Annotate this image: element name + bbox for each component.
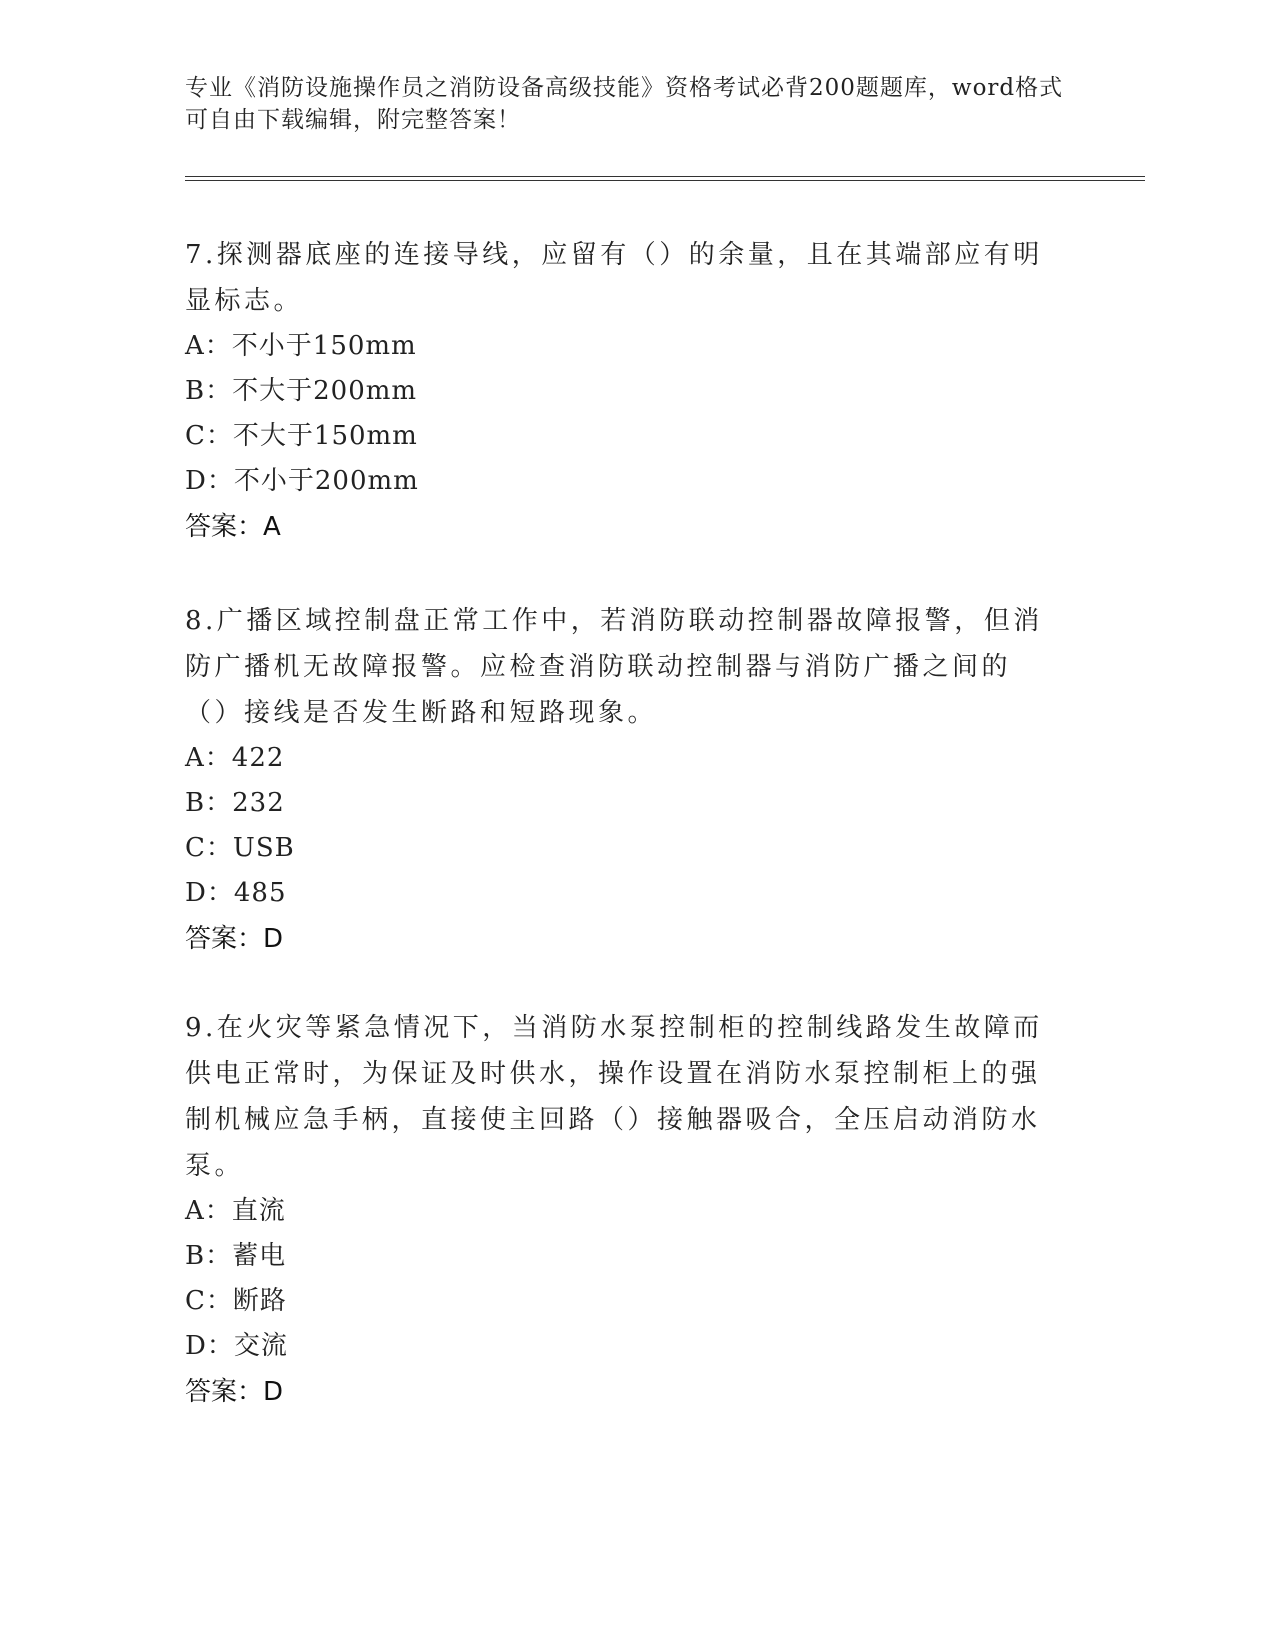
- question-stem: 7.探测器底座的连接导线，应留有（）的余量，且在其端部应有明显标志。: [185, 240, 1043, 316]
- option-key: B：: [185, 788, 233, 818]
- option-text: USB: [232, 833, 295, 863]
- option-text: 不小于200mm: [233, 466, 419, 496]
- answer-line: 答案：D: [185, 924, 284, 954]
- option-key: A：: [185, 743, 232, 773]
- option-text: 不小于150mm: [231, 331, 417, 361]
- option-a: [185, 736, 1055, 781]
- header-divider-top: [185, 176, 1145, 177]
- header-divider-bottom: [185, 180, 1145, 181]
- option-b: [185, 1234, 1055, 1279]
- option-text: 蓄电: [232, 1241, 287, 1271]
- document-header: 专业《消防设施操作员之消防设备高级技能》资格考试必背200题题库，word格式可自由下载编辑，附完整答案！: [185, 75, 1064, 133]
- option-b: [185, 781, 1055, 826]
- option-d: [185, 871, 1055, 916]
- option-key: B：: [185, 1241, 233, 1271]
- option-key: C：: [185, 1286, 233, 1316]
- option-key: B：: [185, 376, 233, 406]
- option-text: 不大于200mm: [232, 376, 418, 406]
- option-text: 485: [233, 878, 287, 908]
- option-key: C：: [185, 833, 233, 863]
- option-text: 232: [232, 788, 285, 818]
- option-c: [185, 1279, 1055, 1324]
- answer-line: 答案：D: [185, 1377, 284, 1407]
- option-key: C：: [185, 421, 233, 451]
- option-text: 422: [231, 743, 285, 773]
- option-key: D：: [185, 466, 234, 496]
- option-key: A：: [185, 331, 232, 361]
- answer-line: 答案：A: [185, 512, 281, 542]
- question-stem: 9.在火灾等紧急情况下，当消防水泵控制柜的控制线路发生故障而供电正常时，为保证及时供水，操作设置在消防水泵控制柜上的强制机械应急手柄，直接使主回路（）接触器吸合，全压启动消防水泵。: [185, 1013, 1043, 1181]
- option-d: [185, 1324, 1055, 1369]
- question-stem: 8.广播区域控制盘正常工作中，若消防联动控制器故障报警，但消防广播机无故障报警。应检查消防联动控制器与消防广播之间的（）接线是否发生断路和短路现象。: [185, 606, 1043, 728]
- question-7: [185, 232, 1055, 550]
- option-key: D：: [185, 1331, 234, 1361]
- option-key: A：: [185, 1196, 232, 1226]
- option-b: [185, 369, 1055, 414]
- option-text: 直流: [231, 1196, 286, 1226]
- option-c: [185, 826, 1055, 871]
- question-8: [185, 598, 1055, 962]
- option-text: 不大于150mm: [232, 421, 418, 451]
- option-d: [185, 459, 1055, 504]
- option-c: [185, 414, 1055, 459]
- option-a: [185, 324, 1055, 369]
- option-a: [185, 1189, 1055, 1234]
- option-key: D：: [185, 878, 234, 908]
- option-text: 交流: [233, 1331, 288, 1361]
- option-text: 断路: [232, 1286, 287, 1316]
- question-9: [185, 1005, 1055, 1415]
